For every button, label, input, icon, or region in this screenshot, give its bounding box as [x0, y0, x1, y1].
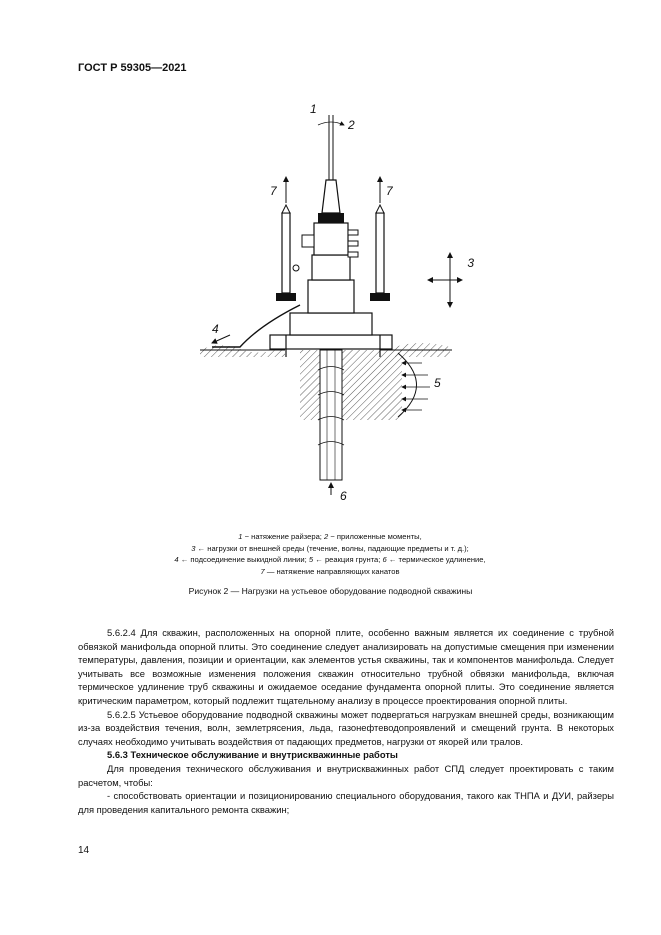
paragraph-maintenance: Для проведения технического обслуживания и внутрискважинных работ СПД следует проектировать с таким расчетом, чтобы: — [78, 762, 614, 788]
legend-num-3: 3 — [191, 543, 196, 553]
label-4: 4 — [212, 322, 219, 336]
legend-num-7: 7 — [260, 566, 265, 576]
well-casing — [318, 350, 344, 480]
label-6: 6 — [340, 489, 347, 503]
legend-text-6: термическое удлинение, — [398, 555, 486, 565]
legend-sep-6: ← — [386, 555, 399, 565]
legend-text-4: подсоединение выкидной линии; — [190, 555, 309, 565]
figure-legend — [130, 531, 530, 577]
legend-num-5: 5 — [308, 555, 314, 565]
label-3: 3 — [467, 256, 474, 270]
body-text — [78, 626, 614, 816]
legend-sep-4: ← — [178, 555, 191, 565]
legend-num-4: 4 — [174, 555, 179, 565]
label-5: 5 — [434, 376, 441, 390]
label-7-left: 7 — [270, 184, 277, 198]
legend-sep-1: − — [242, 532, 252, 541]
legend-text-3: нагрузки от внешней среды (течение, волны, падающие предметы и т. д.); — [207, 543, 469, 553]
wellhead-stack — [293, 115, 358, 313]
paragraph-5-6-2-4: 5.6.2.4 Для скважин, расположенных на опорной плите, особенно важным является их соединение с трубной обвязкой манифольда опорной плиты. Это соединение следует анализировать на допустимые смещения при изменении температуры, давления, позиции и ориентации, как элементов устья скважины, так и компонентов манифольда. Следует учитывать все возможные изменения положения скважин относительно трубной обвязки манифольда, включая термическое удлинение труб скважины и ожидаемое оседание фундамента опорной плиты. Это соединение является критическим параметром, который подлежит тщательному анализу в процессе проектирования опорной плиты. — [78, 627, 614, 706]
legend-sep-7: — — [264, 566, 277, 576]
soil-reaction-arrows — [398, 353, 430, 417]
list-item: - способствовать ориентации и позиционированию специального оборудования, такого как ТНПА и ДУИ, райзеры для проведения капитального ремонта скважин; — [78, 790, 614, 815]
paragraph-5-6-2-5: 5.6.2.5 Устьевое оборудование подводной скважины может подвергаться нагрузкам внешней среды, возникающим из-за воздействия течения, волн, землетрясения, льда, газонефтеводопроявлений и смещений грунта. В некоторых случаях необходимо учитывать воздействия от падающих предметов, нагрузки от якорей или тралов. — [78, 708, 614, 747]
legend-text-5: реакция грунта; — [324, 555, 383, 565]
legend-num-1: 1 — [238, 532, 243, 541]
legend-text-2: приложенные моменты, — [336, 532, 422, 541]
wellhead-loads-figure — [190, 95, 474, 515]
label-7-right: 7 — [386, 184, 393, 198]
legend-text-7: натяжение направляющих канатов — [276, 566, 400, 576]
legend-num-6: 6 — [382, 555, 387, 565]
page-number: 14 — [78, 845, 90, 856]
legend-sep-3: ← — [195, 543, 208, 553]
label-2: 2 — [348, 118, 355, 132]
label-1: 1 — [310, 102, 317, 116]
legend-sep-5: ← — [313, 555, 325, 565]
legend-num-2: 2 — [324, 532, 329, 541]
legend-text-1: натяжение райзера; — [251, 532, 325, 541]
legend-sep-2: − — [328, 532, 337, 541]
section-heading-5-6-3: 5.6.3 Техническое обслуживание и внутрискважинные работы — [107, 749, 398, 761]
standard-header: ГОСТ Р 59305—2021 — [78, 62, 187, 74]
figure-caption: Рисунок 2 — Нагрузки на устьевое оборудование подводной скважины — [188, 586, 473, 596]
